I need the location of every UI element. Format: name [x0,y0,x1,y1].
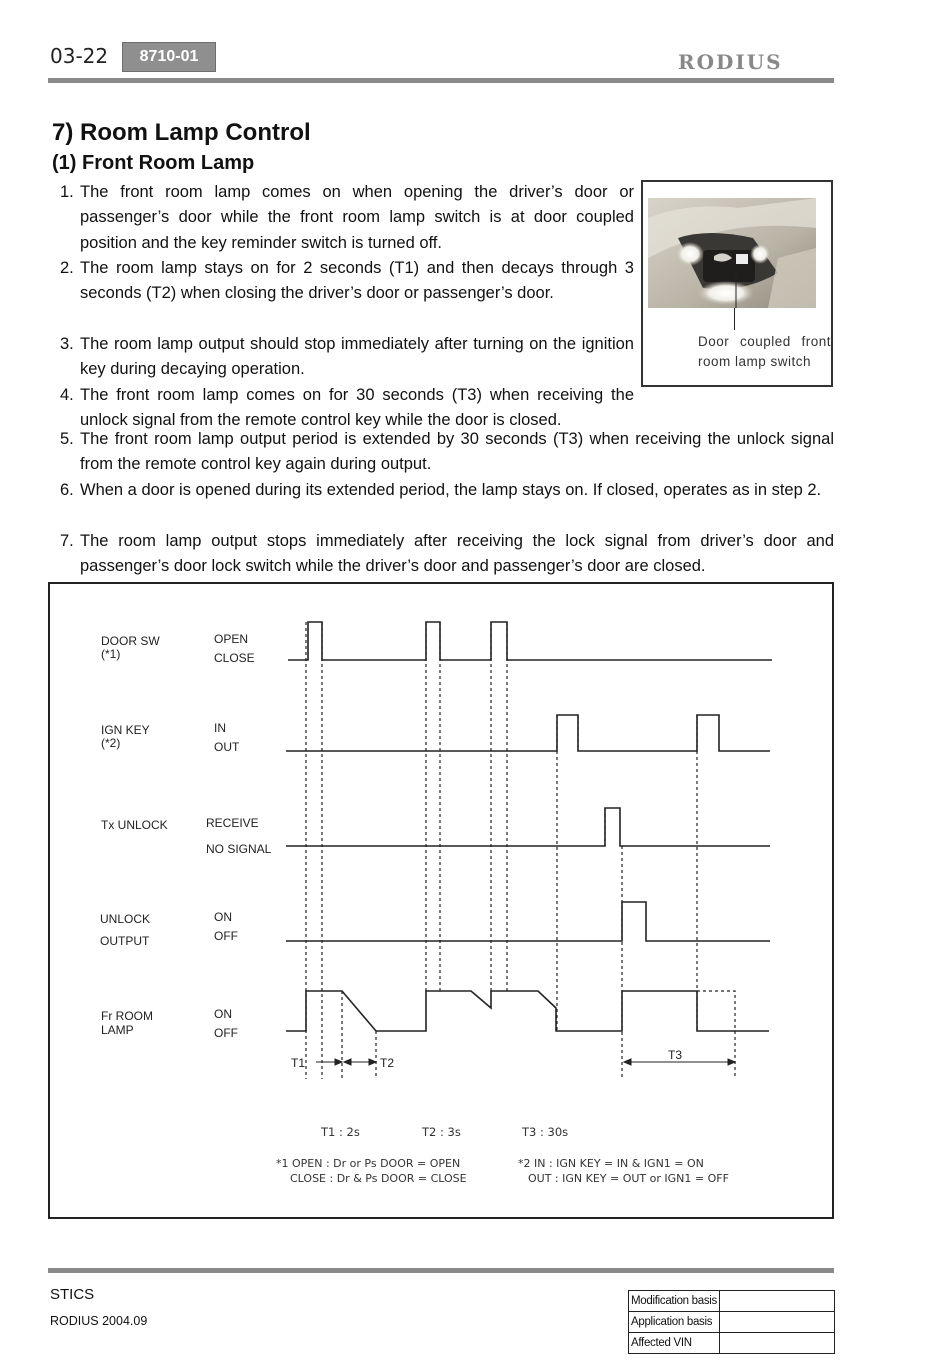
state-low-label: CLOSE [214,651,255,665]
list-item-number: 1. [60,183,74,201]
footer-rule [48,1268,834,1273]
time-label: T3 [668,1048,683,1062]
list-item-number: 3. [60,335,74,353]
table-value [720,1333,835,1354]
state-high-label: ON [214,1007,232,1021]
signal-name-line2: LAMP [101,1023,134,1037]
table-row [629,1291,835,1312]
list-item-text: The front room lamp output period is extended by 30 seconds (T3) when receiving the unlock signal from the remote control key again during output. [80,430,834,474]
list-item-text: The room lamp output should stop immediately after turning on the ignition key during decaying operation. [80,335,634,379]
time-label: T1 [291,1056,306,1070]
timing-legend-t2: T2 : 3s [422,1125,461,1139]
room-lamp-photo [648,198,816,308]
photo-caption: Door coupled front room lamp switch [698,334,831,369]
list-item-number: 2. [60,259,74,277]
list-item-text: When a door is opened during its extended period, the lamp stays on. If closed, operates as in step 2. [80,481,822,499]
state-low-label: OUT [214,740,240,754]
table-row [629,1333,835,1354]
door-sw-waveform [288,622,772,660]
timing-legend-t3: T3 : 30s [522,1125,569,1139]
table-label: Modification basis [629,1291,720,1312]
table-row [629,1312,835,1333]
note2-line2: OUT : IGN KEY = OUT or IGN1 = OFF [528,1172,729,1185]
footer-section: STICS [50,1286,95,1303]
table-value [720,1291,835,1312]
list-item [60,529,834,581]
timing-legend-t1: T1 : 2s [321,1125,360,1139]
section-title: 7) Room Lamp Control [52,119,311,146]
table-label: Application basis [629,1312,720,1333]
signal-name-note: (*1) [101,647,121,661]
list-item [60,427,834,479]
brand-logo: RODIUS [678,50,783,74]
list-item [60,332,634,384]
state-high-label: OPEN [214,632,249,646]
list-item-text: The front room lamp comes on when opening the driver’s door or passenger’s door while the front room lamp switch is at door coupled position and the key reminder switch is turned off. [80,183,634,252]
list-item-text: The room lamp output stops immediately after receiving the lock signal from driver’s door and passenger’s door lock switch while the driver’s door and passenger’s door are closed. [80,532,834,576]
list-item [60,478,834,530]
caption-leader-line [734,308,735,330]
signal-name: IGN KEY [101,723,150,737]
list-item-text: The room lamp stays on for 2 seconds (T1) and then decays through 3 seconds (T2) when closing the driver’s door or passenger’s door. [80,259,634,303]
note1-line2: CLOSE : Dr & Ps DOOR = CLOSE [290,1172,467,1185]
state-low-label: OFF [214,929,238,943]
signal-name: UNLOCK [100,912,151,926]
timing-diagram [48,582,834,1219]
subsection-title: (1) Front Room Lamp [52,152,255,174]
room-lamp-extended-period [697,991,735,1031]
section-code-badge: 8710-01 [122,42,216,72]
list-item-text: The front room lamp comes on for 30 seconds (T3) when receiving the unlock signal from the remote control key while the door is closed. [80,386,634,430]
signal-name-note: (*2) [101,736,121,750]
modification-table [628,1290,835,1354]
state-low-label: NO SIGNAL [206,842,272,856]
list-item-number: 7. [60,532,74,550]
state-high-label: RECEIVE [206,816,259,830]
timing-diagram-svg [50,584,832,1217]
header-rule [48,78,834,83]
signal-name-line2: OUTPUT [100,934,150,948]
signal-name: DOOR SW [101,634,160,648]
state-high-label: IN [214,721,226,735]
signal-name: Fr ROOM [101,1009,153,1023]
footer-model-date: RODIUS 2004.09 [50,1314,148,1328]
page-number: 03-22 [50,44,109,68]
time-label: T2 [380,1056,395,1070]
list-item [60,256,634,334]
list-item [60,180,634,258]
list-item-number: 5. [60,430,74,448]
list-item-number: 4. [60,386,74,404]
note2-line1: *2 IN : IGN KEY = IN & IGN1 = ON [518,1157,704,1170]
switch-photo-box [641,180,833,387]
table-label: Affected VIN [629,1333,720,1354]
state-low-label: OFF [214,1026,238,1040]
note1-line1: *1 OPEN : Dr or Ps DOOR = OPEN [276,1157,461,1170]
table-value [720,1312,835,1333]
list-item-number: 6. [60,481,74,499]
state-high-label: ON [214,910,232,924]
signal-name: Tx UNLOCK [101,818,168,832]
